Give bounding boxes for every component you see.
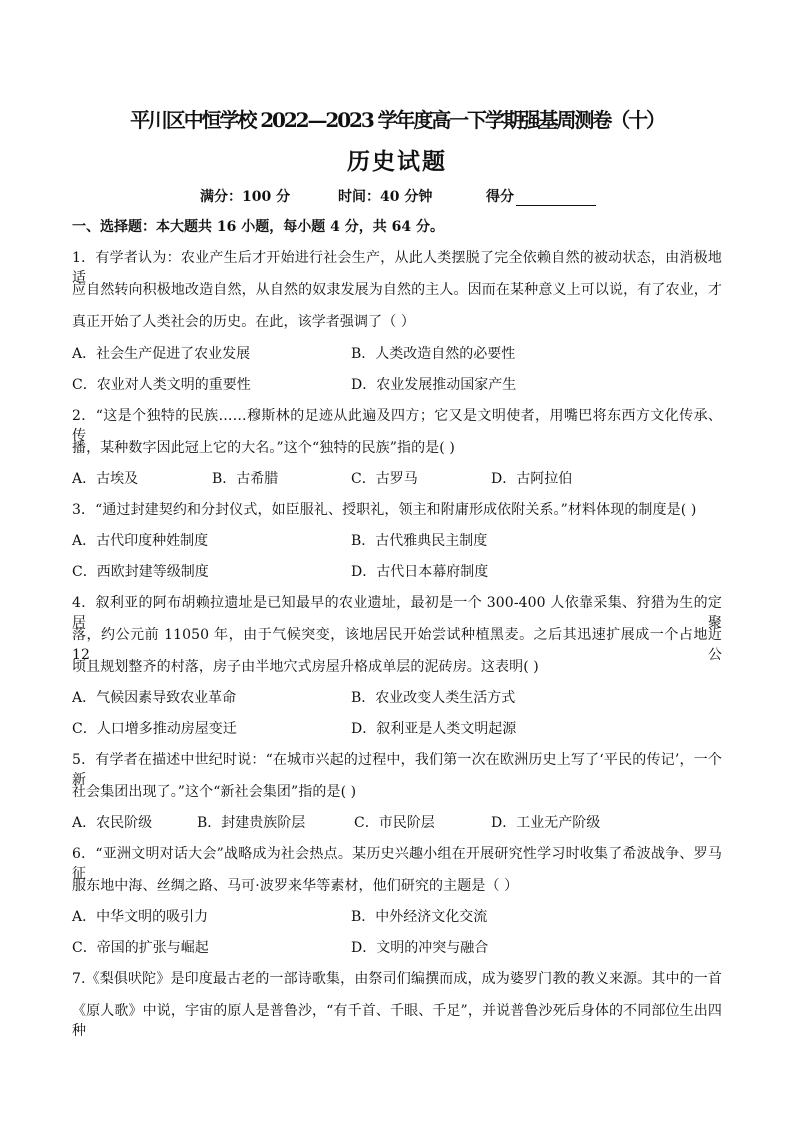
exam-title: 平川区中恒学校 2022—2023 学年度高一下学期强基周测卷（十） (130, 108, 664, 132)
q4-option-a: A．气候因素导致农业革命 (72, 690, 237, 706)
q3-option-c: C．西欧封建等级制度 (72, 564, 209, 580)
q7-line: 《原人歌》中说，宇宙的原人是普鲁沙，“有千首、千眼、千足”，并说普鲁沙死后身体的不同部位生出四种 (72, 1003, 722, 1039)
score-blank (516, 190, 596, 206)
q1-option-b: B．人类改造自然的必要性 (351, 346, 516, 362)
q3-option-b: B．古代雅典民主制度 (351, 533, 488, 549)
q1-option-c: C．农业对人类文明的重要性 (72, 377, 251, 393)
q6-line: 服东地中海、丝绸之路、马可·波罗来华等素材，他们研究的主题是（ ） (72, 878, 519, 894)
q1-option-a: A．社会生产促进了农业发展 (72, 346, 251, 362)
q1-line: 1．有学者认为：农业产生后才开始进行社会生产，从此人类摆脱了完全依赖自然的被动状态，由消极地适 (72, 250, 722, 286)
q5-line: 5．有学者在描述中世纪时说：“在城市兴起的过程中，我们第一次在欧洲历史上写了‘平民的传记’，一个新 (72, 752, 722, 788)
q4-line: 4．叙利亚的阿布胡赖拉遗址是已知最早的农业遗址，最初是一个 300-400 人依靠采集、狩猎为生的定居聚 (72, 595, 722, 631)
q3-line: 3．“通过封建契约和分封仪式，如臣服礼、授职礼，领主和附庸形成依附关系。”材料体现的制度是( ) (72, 502, 697, 518)
q4-option-d: D．叙利亚是人类文明起源 (351, 721, 517, 737)
q6-line: 6．“亚洲文明对话大会”战略成为社会热点。某历史兴趣小组在开展研究性学习时收集了希波战争、罗马征 (72, 846, 722, 882)
exam-meta (0, 186, 794, 208)
q6-option-d: D．文明的冲突与融合 (351, 940, 489, 956)
q2-option-a: A．古埃及 (72, 471, 139, 487)
q3-option-a: A．古代印度种姓制度 (72, 533, 209, 549)
q4-option-b: B．农业改变人类生活方式 (351, 690, 516, 706)
score-label: 得分 (486, 189, 514, 205)
q2-option-d: D．古阿拉伯 (491, 471, 573, 487)
q7-line: 7.《梨俱吠陀》是印度最古老的一部诗歌集，由祭司们编撰而成，成为婆罗门教的教义来源。其中的一首 (72, 971, 722, 987)
q2-line: 播，某种数字因此冠上它的大名。”这个“独特的民族”指的是( ) (72, 440, 455, 456)
q1-line: 应自然转向积极地改造自然，从自然的奴隶发展为自然的主人。因而在某种意义上可以说，有了农业，才 (72, 282, 722, 298)
q6-option-a: A．中华文明的吸引力 (72, 909, 209, 925)
q4-option-c: C．人口增多推动房屋变迁 (72, 721, 237, 737)
q2-line: 2．“这是个独特的民族……穆斯林的足迹从此遍及四方；它又是文明使者，用嘴巴将东西方文化传承、传 (72, 408, 722, 444)
q2-option-c: C．古罗马 (351, 471, 418, 487)
q3-option-d: D．古代日本幕府制度 (351, 564, 489, 580)
q5-option-a: A．农民阶级 (72, 815, 153, 831)
section-heading: 一、选择题：本大题共 16 小题，每小题 4 分，共 64 分。 (72, 219, 444, 235)
q6-option-c: C．帝国的扩张与崛起 (72, 940, 209, 956)
time-limit: 时间：40 分钟 (338, 189, 433, 205)
q5-line: 社会集团出现了。”这个“新社会集团”指的是( ) (72, 784, 357, 800)
score-field (486, 186, 596, 206)
full-score: 满分：100 分 (200, 189, 291, 205)
q5-option-d: D．工业无产阶级 (491, 815, 601, 831)
q2-option-b: B．古希腊 (212, 471, 279, 487)
q4-line: 顷且规划整齐的村落，房子由半地穴式房屋升格成单层的泥砖房。这表明( ) (72, 659, 539, 675)
q5-option-c: C．市民阶层 (354, 815, 435, 831)
q6-option-b: B．中外经济文化交流 (351, 909, 488, 925)
q1-option-d: D．农业发展推动国家产生 (351, 377, 517, 393)
q1-line: 真正开始了人类社会的历史。在此，该学者强调了（ ） (72, 314, 415, 330)
q4-line: 落，约公元前 11050 年，由于气候突变，该地居民开始尝试种植黑麦。之后其迅速扩展成一个占地近 12 公 (72, 627, 722, 663)
exam-subtitle: 历史试题 (347, 148, 447, 175)
q5-option-b: B．封建贵族阶层 (197, 815, 306, 831)
